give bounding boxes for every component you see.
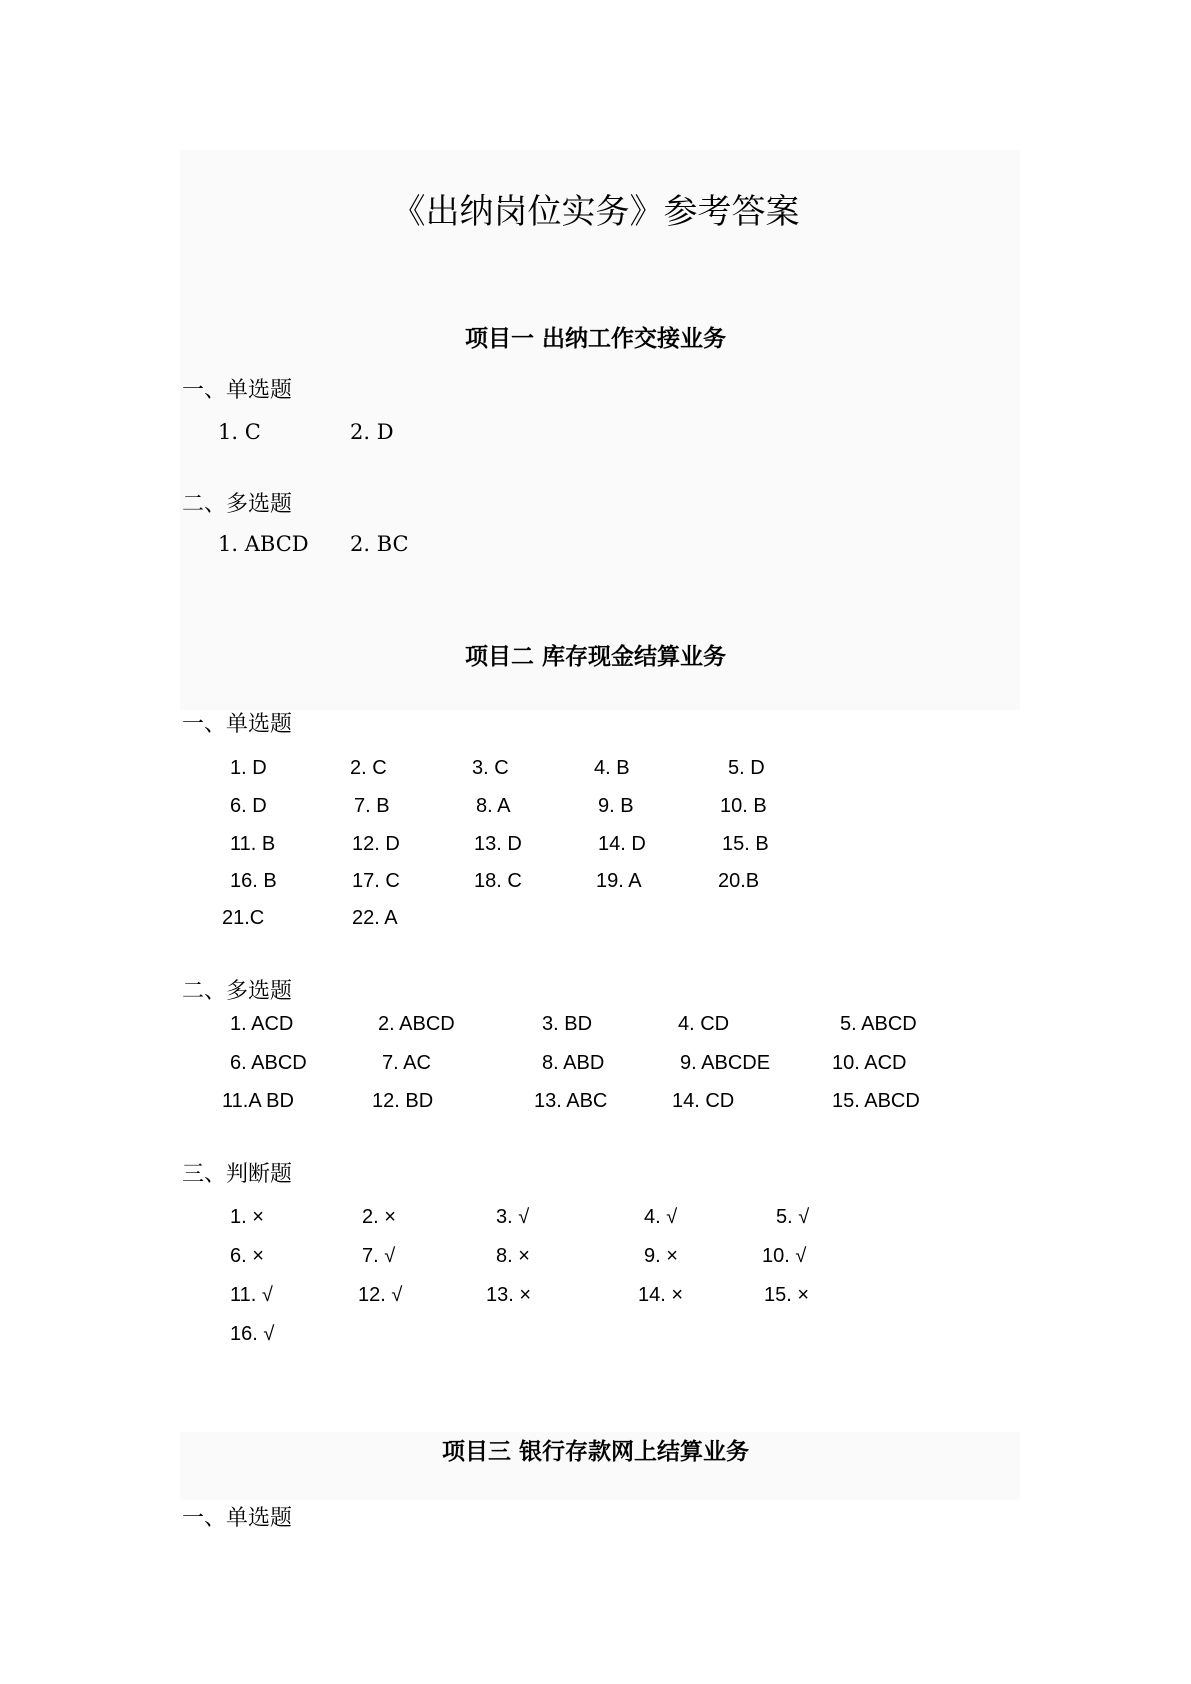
answer-item: 1. ACD bbox=[230, 1013, 294, 1035]
answer-item: 11.A BD bbox=[222, 1090, 294, 1112]
document-title: 《出纳岗位实务》参考答案 bbox=[391, 192, 800, 232]
answer-item: 3. BD bbox=[542, 1013, 593, 1035]
answer-item: 12. √ bbox=[358, 1284, 403, 1306]
answer-item: 1. D bbox=[230, 757, 267, 779]
answer-item: 8. ABD bbox=[542, 1052, 605, 1074]
answer-item: 5. D bbox=[728, 757, 765, 779]
project3-heading: 项目三 银行存款网上结算业务 bbox=[441, 1439, 749, 1465]
answer-item: 6. × bbox=[230, 1245, 264, 1267]
answer-item: 12. D bbox=[352, 833, 400, 855]
answer-item: 2. ABCD bbox=[378, 1013, 455, 1035]
answer-item: 15. ABCD bbox=[832, 1090, 920, 1112]
answer-item: 18. C bbox=[474, 870, 522, 892]
answer-item: 7. √ bbox=[362, 1245, 396, 1267]
project3-single-label: 一、单选题 bbox=[182, 1506, 293, 1531]
answer-item: 1. C bbox=[218, 420, 261, 444]
answer-item: 3. √ bbox=[496, 1206, 530, 1228]
answer-item: 4. √ bbox=[644, 1206, 678, 1228]
answer-item: 1. ABCD bbox=[218, 532, 309, 556]
answer-item: 9. × bbox=[644, 1245, 678, 1267]
answer-item: 14. × bbox=[638, 1284, 684, 1306]
answer-item: 7. AC bbox=[382, 1052, 431, 1074]
answer-item: 2. C bbox=[350, 757, 387, 779]
project2-single-label: 一、单选题 bbox=[182, 712, 293, 737]
answer-item: 2. BC bbox=[350, 532, 409, 556]
answer-item: 22. A bbox=[352, 907, 398, 929]
answer-item: 19. A bbox=[596, 870, 642, 892]
answer-item: 2. D bbox=[350, 420, 394, 444]
answer-item: 4. B bbox=[594, 757, 630, 779]
project2-heading: 项目二 库存现金结算业务 bbox=[464, 644, 726, 670]
answer-item: 11. B bbox=[230, 833, 276, 855]
answer-item: 14. CD bbox=[672, 1090, 735, 1112]
answer-item: 14. D bbox=[598, 833, 646, 855]
answer-item: 16. √ bbox=[230, 1323, 275, 1345]
answer-item: 8. × bbox=[496, 1245, 530, 1267]
answer-item: 13. × bbox=[486, 1284, 532, 1306]
answer-item: 15. B bbox=[722, 833, 769, 855]
project2-judge-label: 三、判断题 bbox=[182, 1162, 293, 1187]
answer-item: 13. ABC bbox=[534, 1090, 608, 1112]
answer-item: 1. × bbox=[230, 1206, 264, 1228]
answer-item: 3. C bbox=[472, 757, 509, 779]
answer-item: 11. √ bbox=[230, 1284, 273, 1306]
answer-item: 5. √ bbox=[776, 1206, 810, 1228]
answer-item: 10. √ bbox=[762, 1245, 807, 1267]
answer-item: 2. × bbox=[362, 1206, 396, 1228]
project1-single-label: 一、单选题 bbox=[182, 378, 293, 403]
answer-item: 10. ACD bbox=[832, 1052, 907, 1074]
project1-heading: 项目一 出纳工作交接业务 bbox=[464, 326, 726, 352]
answer-item: 6. ABCD bbox=[230, 1052, 307, 1074]
answer-item: 13. D bbox=[474, 833, 522, 855]
answer-item: 10. B bbox=[720, 795, 767, 817]
answer-item: 5. ABCD bbox=[840, 1013, 917, 1035]
answer-item: 4. CD bbox=[678, 1013, 730, 1035]
answer-item: 20.B bbox=[718, 870, 760, 892]
shaded-band-top bbox=[180, 150, 1020, 710]
answer-item: 17. C bbox=[352, 870, 400, 892]
answer-item: 15. × bbox=[764, 1284, 810, 1306]
answer-item: 9. B bbox=[598, 795, 634, 817]
answer-item: 21.C bbox=[222, 907, 265, 929]
answer-item: 6. D bbox=[230, 795, 267, 817]
answer-item: 12. BD bbox=[372, 1090, 434, 1112]
answer-item: 9. ABCDE bbox=[680, 1052, 771, 1074]
project1-multi-label: 二、多选题 bbox=[182, 492, 293, 517]
answer-item: 16. B bbox=[230, 870, 277, 892]
answer-item: 8. A bbox=[476, 795, 511, 817]
answer-item: 7. B bbox=[354, 795, 390, 817]
project2-multi-label: 二、多选题 bbox=[182, 979, 293, 1004]
